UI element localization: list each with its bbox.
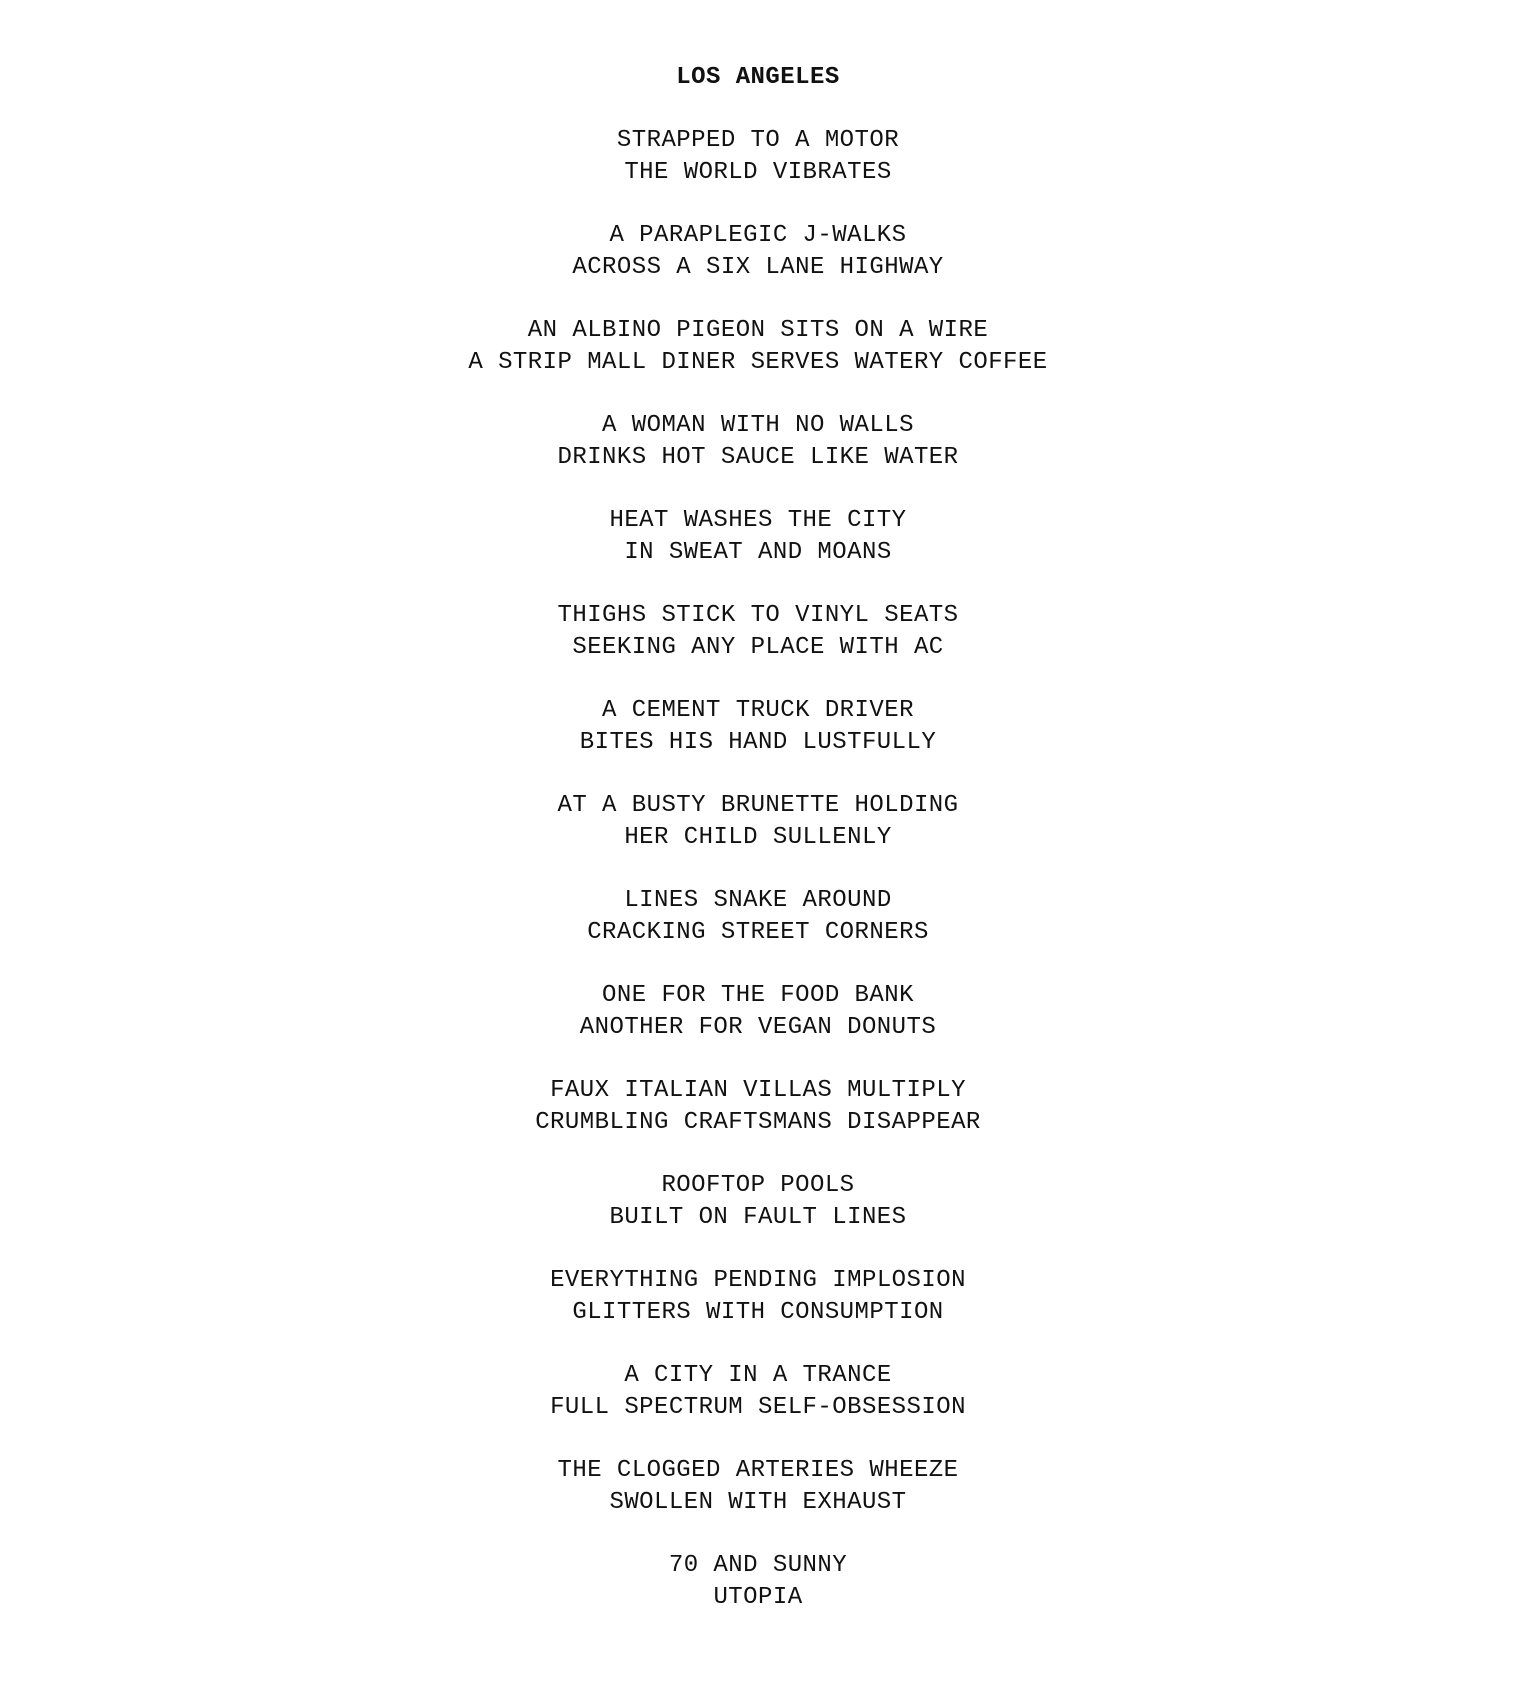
poem-title: LOS ANGELES [676,64,840,91]
stanza [0,600,1516,664]
stanza [0,220,1516,284]
poem-line: AN ALBINO PIGEON SITS ON A WIRE [527,317,989,344]
poem-line: 70 AND SUNNY [668,1552,848,1579]
poem-line: DRINKS HOT SAUCE LIKE WATER [557,444,959,471]
poem-line: CRUMBLING CRAFTSMANS DISAPPEAR [535,1109,981,1136]
poem-line: ROOFTOP POOLS [661,1172,855,1199]
stanza [0,1265,1516,1329]
poem-line: ACROSS A SIX LANE HIGHWAY [572,254,944,281]
stanza [0,315,1516,379]
poem-line: THE CLOGGED ARTERIES WHEEZE [557,1457,959,1484]
poem-line: BUILT ON FAULT LINES [609,1204,907,1231]
poem-line: SWOLLEN WITH EXHAUST [609,1489,907,1516]
stanza [0,1550,1516,1614]
stanza [0,505,1516,569]
poem-line: FAUX ITALIAN VILLAS MULTIPLY [550,1077,966,1104]
poem-line: CRACKING STREET CORNERS [587,919,929,946]
stanza [0,1170,1516,1234]
stanza [0,1455,1516,1519]
poem-line: ONE FOR THE FOOD BANK [602,982,914,1009]
poem-line: THE WORLD VIBRATES [624,159,892,186]
poem-line: GLITTERS WITH CONSUMPTION [572,1299,944,1326]
poem-line: A STRIP MALL DINER SERVES WATERY COFFEE [468,349,1048,376]
stanza [0,695,1516,759]
poem-line: AT A BUSTY BRUNETTE HOLDING [557,792,959,819]
poem-line: IN SWEAT AND MOANS [624,539,892,566]
poem-line: FULL SPECTRUM SELF-OBSESSION [550,1394,966,1421]
stanza [0,125,1516,189]
stanza [0,410,1516,474]
poem-line: UTOPIA [713,1584,803,1611]
poem-line: STRAPPED TO A MOTOR [616,127,900,154]
poem-line: SEEKING ANY PLACE WITH AC [572,634,944,661]
poem [0,62,1516,1645]
stanza [0,980,1516,1044]
poem-line: THIGHS STICK TO VINYL SEATS [557,602,959,629]
poem-line: A WOMAN WITH NO WALLS [602,412,914,439]
stanza [0,1075,1516,1139]
stanza [0,1360,1516,1424]
poem-line: BITES HIS HAND LUSTFULLY [579,729,937,756]
poem-body [0,125,1516,1614]
poem-line: A CITY IN A TRANCE [624,1362,892,1389]
poem-line: HER CHILD SULLENLY [624,824,892,851]
poem-line: HEAT WASHES THE CITY [609,507,907,534]
stanza [0,885,1516,949]
poem-line: EVERYTHING PENDING IMPLOSION [550,1267,966,1294]
poem-line: ANOTHER FOR VEGAN DONUTS [579,1014,937,1041]
poem-line: LINES SNAKE AROUND [624,887,892,914]
poem-line: A CEMENT TRUCK DRIVER [602,697,914,724]
stanza [0,790,1516,854]
poem-line: A PARAPLEGIC J-WALKS [609,222,907,249]
